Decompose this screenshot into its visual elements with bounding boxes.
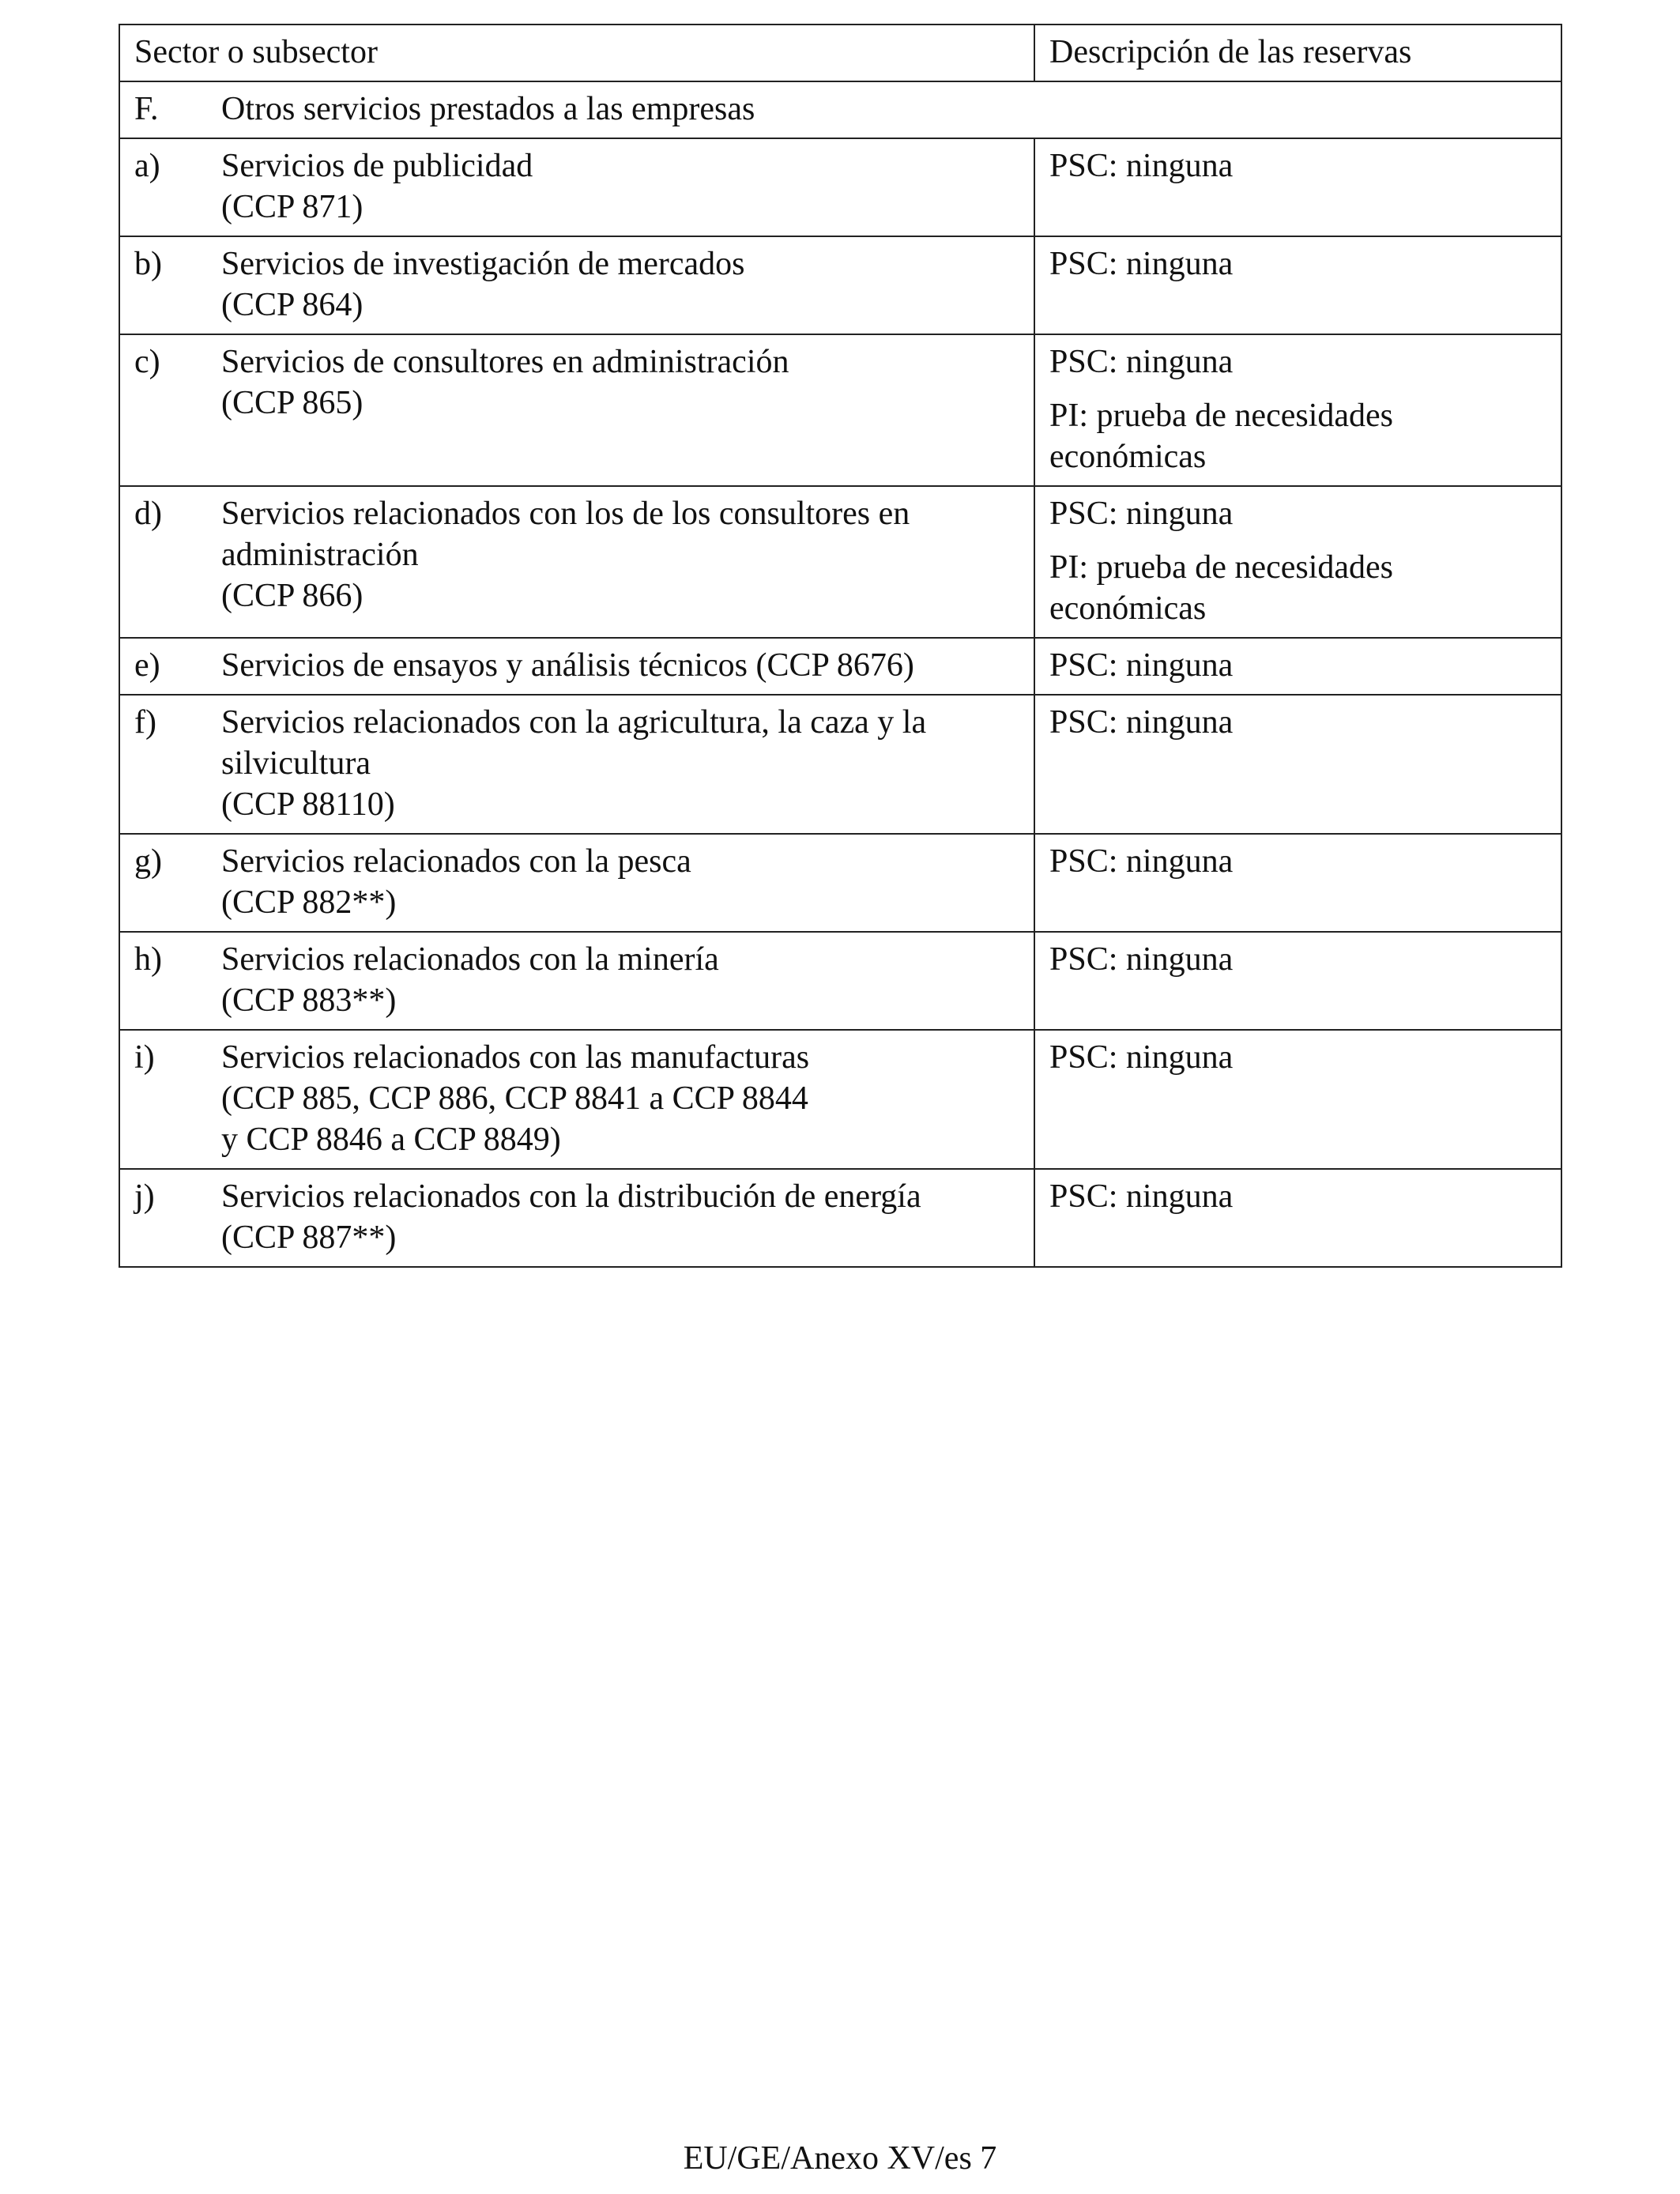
sector-line: Servicios de investigación de mercados xyxy=(221,246,745,282)
sector-line: Servicios relacionados con los de los consultores en administración xyxy=(221,496,910,573)
description-cell xyxy=(1034,695,1561,834)
sector-text xyxy=(221,645,1019,686)
sector-line: Servicios relacionados con la distribución de energía xyxy=(221,1178,921,1215)
item-letter: e) xyxy=(134,647,160,684)
description-cell xyxy=(1034,236,1561,334)
sector-line: (CCP 882**) xyxy=(221,884,397,921)
table-row xyxy=(119,695,1561,834)
sector-line: (CCP 885, CCP 886, CCP 8841 a CCP 8844 xyxy=(221,1080,808,1117)
sector-item xyxy=(134,645,1019,686)
sector-text xyxy=(221,702,1019,825)
sector-line: Servicios de publicidad xyxy=(221,148,533,184)
description-cell xyxy=(1034,834,1561,932)
item-letter: j) xyxy=(134,1178,155,1215)
sector-line: (CCP 887**) xyxy=(221,1220,397,1256)
table-row xyxy=(119,486,1561,638)
table-header-row xyxy=(119,25,1561,81)
sector-line: (CCP 865) xyxy=(221,385,363,421)
sector-item xyxy=(134,243,1019,326)
sector-cell xyxy=(119,638,1034,695)
sector-item xyxy=(134,493,1019,616)
sector-line: (CCP 883**) xyxy=(221,982,397,1019)
item-letter: b) xyxy=(134,246,162,282)
item-letter: d) xyxy=(134,496,162,532)
description-cell xyxy=(1034,138,1561,236)
sector-line: Servicios relacionados con la minería xyxy=(221,941,719,978)
sector-line: y CCP 8846 a CCP 8849) xyxy=(221,1122,561,1158)
description-line: PI: prueba de necesidades económicas xyxy=(1049,549,1393,627)
description-line: PSC: ninguna xyxy=(1049,647,1234,684)
page-footer-reference: EU/GE/Anexo XV/es 7 xyxy=(683,2140,997,2177)
table-row xyxy=(119,1030,1561,1169)
item-letter: h) xyxy=(134,941,162,978)
description-line: PI: prueba de necesidades económicas xyxy=(1049,398,1393,475)
table-row xyxy=(119,932,1561,1030)
sector-text xyxy=(221,1037,1019,1160)
section-letter: F. xyxy=(134,91,159,127)
description-line: PSC: ninguna xyxy=(1049,496,1234,532)
description-cell xyxy=(1034,1169,1561,1267)
sector-text xyxy=(221,1176,1019,1258)
sector-text xyxy=(221,341,1019,424)
sector-line: (CCP 871) xyxy=(221,189,363,225)
sector-line: Servicios relacionados con las manufacturas xyxy=(221,1039,810,1076)
sector-text xyxy=(221,145,1019,228)
table-row xyxy=(119,236,1561,334)
sector-line: Servicios relacionados con la pesca xyxy=(221,843,691,880)
description-line: PSC: ninguna xyxy=(1049,704,1234,741)
sector-line: Servicios relacionados con la agricultura, la caza y la silvicultura xyxy=(221,704,927,782)
item-letter: i) xyxy=(134,1039,155,1076)
sector-cell xyxy=(119,695,1034,834)
table-row xyxy=(119,138,1561,236)
table-row xyxy=(119,834,1561,932)
description-cell xyxy=(1034,334,1561,486)
sector-line: (CCP 866) xyxy=(221,578,363,614)
item-letter: f) xyxy=(134,704,156,741)
sector-text xyxy=(221,243,1019,326)
description-line: PSC: ninguna xyxy=(1049,941,1234,978)
sector-item xyxy=(134,841,1019,923)
table-row xyxy=(119,638,1561,695)
description-line: PSC: ninguna xyxy=(1049,148,1234,184)
reservations-table xyxy=(119,24,1562,1268)
sector-text xyxy=(221,493,1019,616)
description-line: PSC: ninguna xyxy=(1049,843,1234,880)
description-cell xyxy=(1034,932,1561,1030)
section-row xyxy=(119,81,1561,138)
header-sector: Sector o subsector xyxy=(119,25,1034,81)
section-heading xyxy=(134,89,1546,130)
description-cell xyxy=(1034,1030,1561,1169)
sector-cell xyxy=(119,236,1034,334)
sector-item xyxy=(134,1176,1019,1258)
item-letter: g) xyxy=(134,843,162,880)
sector-cell xyxy=(119,1030,1034,1169)
description-line: PSC: ninguna xyxy=(1049,246,1234,282)
sector-text xyxy=(221,841,1019,923)
sector-line: Servicios de consultores en administración xyxy=(221,344,789,380)
description-line: PSC: ninguna xyxy=(1049,1039,1234,1076)
sector-item xyxy=(134,1037,1019,1160)
item-letter: c) xyxy=(134,344,160,380)
description-cell xyxy=(1034,486,1561,638)
header-description: Descripción de las reservas xyxy=(1034,25,1561,81)
item-letter: a) xyxy=(134,148,160,184)
sector-line: (CCP 88110) xyxy=(221,786,395,823)
sector-cell xyxy=(119,138,1034,236)
sector-cell xyxy=(119,334,1034,486)
sector-item xyxy=(134,939,1019,1021)
section-cell xyxy=(119,81,1561,138)
table-row xyxy=(119,334,1561,486)
sector-cell xyxy=(119,1169,1034,1267)
description-cell xyxy=(1034,638,1561,695)
table-row xyxy=(119,1169,1561,1267)
sector-cell xyxy=(119,486,1034,638)
sector-item xyxy=(134,702,1019,825)
table-body xyxy=(119,25,1561,1267)
sector-item xyxy=(134,145,1019,228)
sector-line: Servicios de ensayos y análisis técnicos (CCP 8676) xyxy=(221,647,914,684)
sector-line: (CCP 864) xyxy=(221,287,363,323)
sector-cell xyxy=(119,932,1034,1030)
sector-text xyxy=(221,939,1019,1021)
sector-cell xyxy=(119,834,1034,932)
section-title: Otros servicios prestados a las empresas xyxy=(221,91,755,127)
description-line: PSC: ninguna xyxy=(1049,344,1234,380)
sector-item xyxy=(134,341,1019,424)
description-line: PSC: ninguna xyxy=(1049,1178,1234,1215)
